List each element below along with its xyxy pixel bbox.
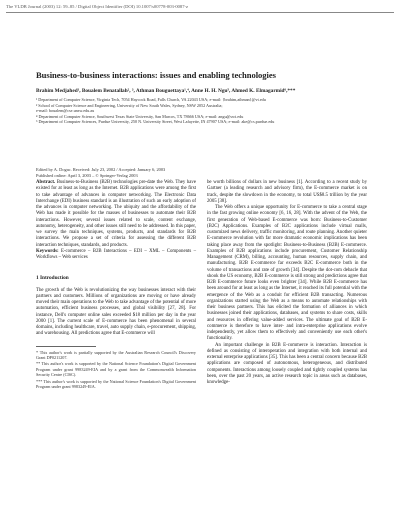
- header-rule: [6, 12, 394, 13]
- body-paragraph: be worth billions of dollars in new business [1]. According to a recent study by Gartner (a leading research and advisory firm), the E-commerce market is on track, despite the slowdown in the economy, to total US$8.5 trillion by the year 2005 [38].: [207, 180, 367, 204]
- keywords-label: Keywords:: [36, 248, 59, 254]
- footnote: *** This author's work is supported by the National Science Foundation's Digital Government Program under grant 9983249-EIA.: [36, 378, 196, 389]
- affiliation-line: ² School of Computer Science and Engineering, University of New South Wales, Sydney, NSW 2052 Australia;: [36, 102, 223, 108]
- publication-dates: [36, 167, 376, 179]
- affiliation-line: ⁶ Department of Computer Sciences, Purdue University, 250 N. University Street, West Lafayette, IN 47907 USA; e-mail: ake@cs.purdue.edu: [36, 119, 275, 125]
- body-paragraph: The Web offers a unique opportunity for E-commerce to take a central stage in the fast growing online economy [6, 16, 28]. With the advent of the Web, the first generation of Web-based E-commerce was born: Business-to-Customer (B2C) Applications. Examples of B2C applications include virtual malls, customized news delivery, traffic monitoring, and route planning. Another quieter E-commerce revolution with far more dramatic economic implications has been taking place away from the spotlight: Business-to-Business (B2B) E-commerce. Examples of B2B applications include procurement, Customer Relationship Management (CRM), billing, accounting, human resources, supply chain, and manufacturing. B2B E-commerce far exceeds B2C E-commerce both in the volume of transactions and rate of growth [34]. Despite the dot-com debacle that shook the US economy, B2B E-commerce is still strong and predictions agree that B2B E-commerce future looks even brighter [34]. While B2B E-commerce has been around for at least as long as the Internet, it reached its full potential with the emergence of the Web as a conduit for efficient B2B transacting. Numerous organizations started using the Web as a means to automate relationships with their business partners. This has elicited the formation of alliances in which businesses joined their applications, databases, and systems to share costs, skills and resources in offering value-added services. The ultimate goal of B2B E-commerce is therefore to have inter- and intra-enterprise applications evolve independently, yet allow them to effectively and conveniently use each other's functionality.: [207, 205, 367, 342]
- affiliation-line: e-mail: boualem@cse.unsw.edu.au: [36, 108, 95, 114]
- affiliation-line: ⁴ Department of Computer Science, Southwest Texas State University, San Marcos, TX 78666 USA; e-mail: angu@swt.edu: [36, 113, 244, 119]
- paper-title: Business-to-business interactions: issues and enabling technologies: [36, 70, 276, 80]
- left-column: [36, 180, 196, 390]
- keywords: [36, 249, 196, 262]
- footnote-separator: [36, 346, 96, 347]
- right-column: [207, 180, 367, 386]
- footnote: ** This author's work is supported by the National Science Foundation's Digital Government Program under grant 9983249-EIA and by a grant from the Commonwealth Information Security Centre (CISC).: [36, 361, 196, 378]
- footnote: * This author's work is partially supported by the Australian Research Council's Discovery Grant DP0211207.: [36, 349, 196, 360]
- affiliation-line: ¹ Department of Computer Science, Virginia Tech, 7054 Haycock Road, Falls Church, VA 22043 USA; e-mail: {brahim,athman}@vt.edu: [36, 97, 266, 102]
- section-heading: 1 Introduction: [36, 275, 69, 282]
- abstract: [36, 180, 196, 249]
- body-paragraph: An important challenge in B2B E-commerce is interaction. Interaction is defined as consisting of interoperation and integration with both internal and external enterprise applications [35]. This has been a central concern because B2B applications are composed of autonomous, heterogeneous, and distributed components. Interactions among loosely coupled and tightly coupled systems has been, over the past 20 years, an active research topic in areas such as databases, knowledge-: [207, 342, 367, 385]
- affiliations: [36, 97, 376, 125]
- abstract-label: Abstract.: [36, 180, 56, 185]
- edited-received-line: Edited by A. Dogac. Received: July 23, 2002 / Accepted: January 6, 2003: [36, 167, 166, 172]
- running-header: The VLDB Journal (2003) 12: 59–85 / Digital Object Identifier (DOI) 10.1007/s00778-003-0087-z: [6, 4, 189, 9]
- published-line: Published online: April 3, 2003 – © Springer-Verlag 2003: [36, 172, 138, 178]
- abstract-text: Business-to-Business (B2B) technologies pre-date the Web. They have existed for at least as long as the Internet. B2B applications were among the first to take advantage of advances in computer networking. The Electronic Data Interchange (EDI) business standard is an illustration of such an early adoption of the advances in computer networking. The ubiquity and the affordability of the Web has made it possible for the masses of businesses to automate their B2B interactions. However, several issues related to scale, content exchange, autonomy, heterogeneity, and other issues still need to be addressed. In this paper, we survey the main techniques, systems, products, and standards for B2B interactions. We propose a set of criteria for assessing the different B2B interaction techniques, standards, and products.: [36, 180, 196, 248]
- intro-paragraph: The growth of the Web is revolutionizing the way businesses interact with their partners and customers. Millions of organizations are moving or have already moved their main operations to the Web to take advantage of the potential of more automation, efficient business processes, and global visibility [27, 28]. For instance, Dell's computer online sales exceeded $18 million per day in the year 2000 [1]. The current scale of E-commerce has been phenomenal in several domains, including healthcare, travel, auto supply chain, e-procurement, shipping, and warehousing. All predictions agree that E-commerce will: [36, 287, 196, 337]
- keywords-text: E-commerce – B2B Interactions – EDI – XML – Components – Workflows – Web services: [36, 248, 196, 260]
- author-list: Brahim Medjahed¹, Boualem Benatallah², ³, Athman Bouguettaya¹,⁴, Anne H. H. Ngu⁵, Ahmed K. Elmagarmid⁶,***: [36, 88, 296, 94]
